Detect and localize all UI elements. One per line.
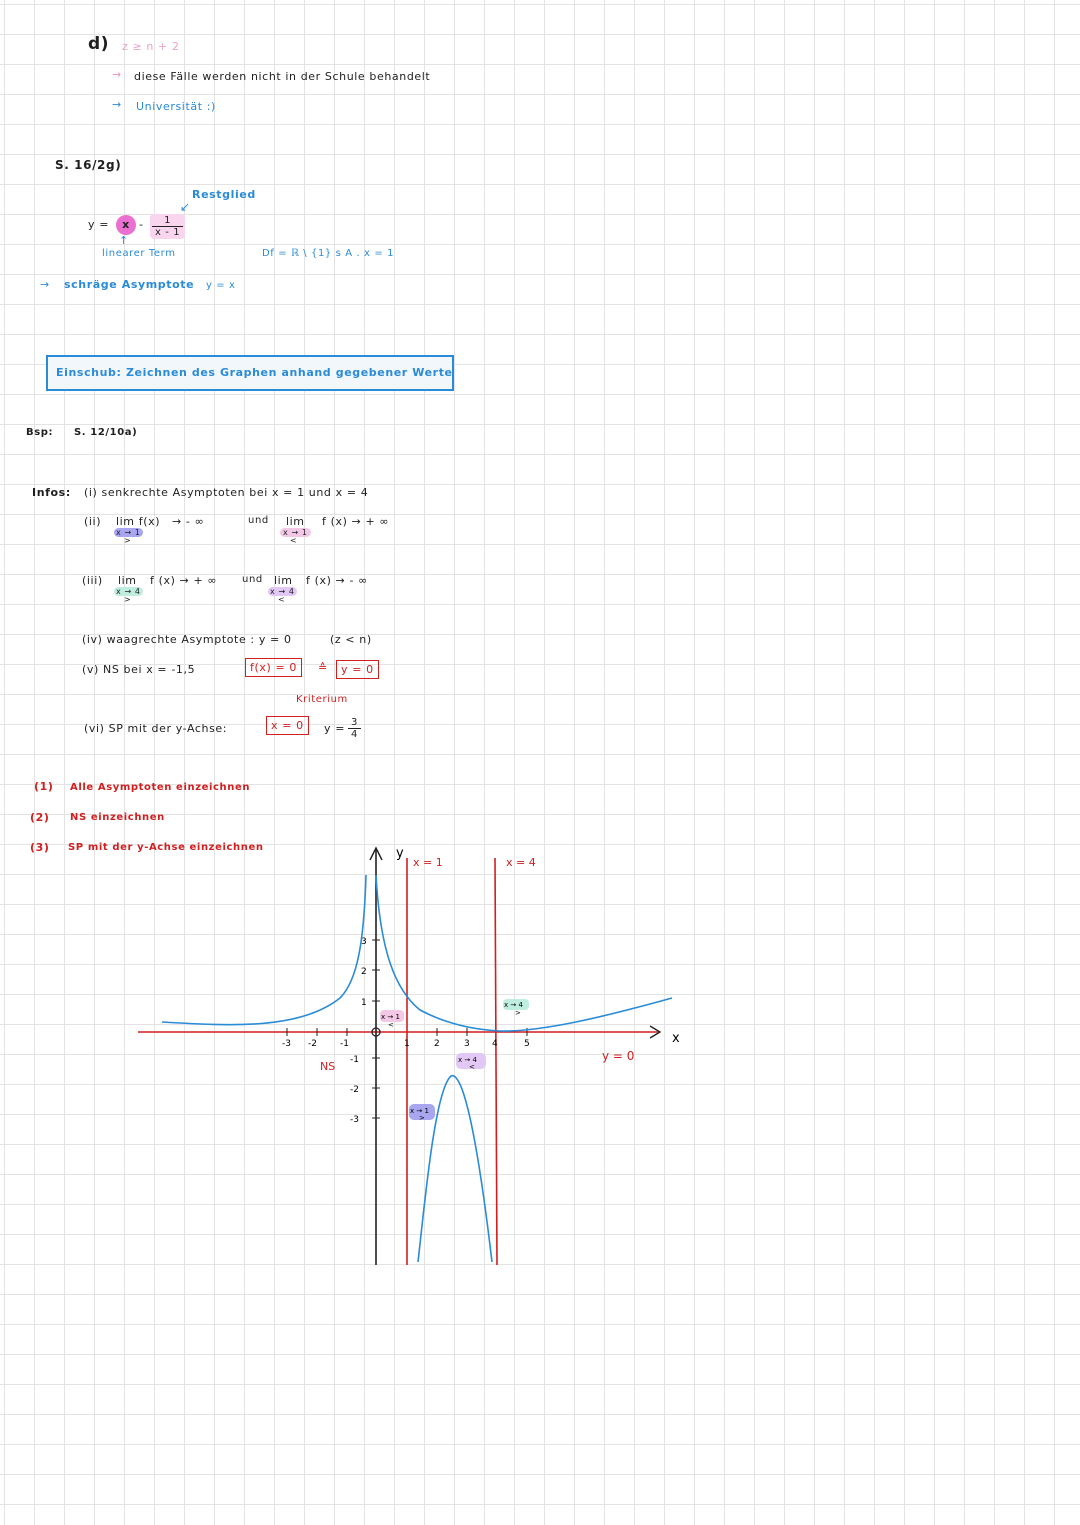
asymptote-eq: y = x	[206, 280, 236, 291]
info-vi-box: x = 0	[266, 716, 309, 735]
example-label: Bsp:	[26, 427, 54, 438]
info-v-box2: y = 0	[336, 660, 379, 679]
lim-tag: <	[388, 1021, 394, 1029]
step-num: (3)	[30, 841, 50, 854]
info-iii-res2: f (x) → - ∞	[306, 574, 368, 587]
infos-label: Infos:	[32, 486, 71, 499]
part-d-note1: diese Fälle werden nicht in der Schule behandelt	[134, 70, 431, 83]
y-axis-label: y	[396, 846, 404, 861]
eq-minus: -	[139, 218, 144, 231]
step-num: (2)	[30, 811, 50, 824]
lim-tag: >	[419, 1114, 425, 1122]
info-vi-fraction: $\frac{3}{4}$	[348, 717, 361, 740]
info-vi-y: y =	[324, 722, 346, 735]
info-v-eq: ≙	[318, 661, 328, 674]
asym2-label: x = 4	[506, 856, 536, 869]
info-iii-lim1: lim	[118, 574, 137, 587]
step-text: Alle Asymptoten einzeichnen	[70, 782, 251, 793]
info-ii-res2: f (x) → + ∞	[322, 515, 390, 528]
info-iii-und: und	[242, 574, 263, 585]
info-ii-sub1: x → 1	[116, 528, 141, 537]
x-axis-label: x	[672, 1031, 680, 1046]
arrow-icon: ↙	[180, 200, 191, 214]
x-tick-label: 1	[404, 1039, 410, 1049]
domain-text: Df = ℝ \ {1} s A . x = 1	[262, 248, 395, 259]
y-tick-label: -1	[350, 1055, 359, 1065]
curve-middle-branch	[418, 1076, 492, 1262]
y-tick-label: 3	[361, 937, 367, 947]
info-iii-res1: f (x) → + ∞	[150, 574, 218, 587]
restglied-label: Restglied	[192, 188, 256, 201]
x-tick-label: 5	[524, 1039, 530, 1049]
info-v: (v) NS bei x = -1,5	[82, 663, 196, 676]
info-ii-num: (ii)	[84, 515, 102, 528]
part-d-label: d)	[88, 34, 110, 54]
arrow-up-icon: ↑	[119, 234, 129, 247]
info-iv-cond: (z < n)	[330, 633, 372, 646]
asymptote-x4	[495, 858, 497, 1265]
part-d-condition: z ≥ n + 2	[122, 40, 180, 53]
task-2g-ref: S. 16/2g)	[55, 158, 122, 172]
info-ii-lim1: lim f(x)	[116, 515, 161, 528]
y-tick-label: 1	[361, 998, 367, 1008]
y-tick-label: 2	[361, 967, 367, 977]
einschub-text: Einschub: Zeichnen des Graphen anhand gegebener Werte	[56, 366, 453, 379]
curve-left-branch	[162, 875, 366, 1025]
hasym-label: y = 0	[602, 1049, 635, 1063]
eq-fraction: $\frac{1}{x - 1}$	[150, 214, 185, 239]
arrow-icon: →	[112, 68, 122, 81]
y-tick-label: -3	[350, 1115, 359, 1125]
info-ii-und: und	[248, 515, 269, 526]
step-text: NS einzeichnen	[70, 812, 165, 823]
info-iii-num: (iii)	[82, 574, 103, 587]
x-tick-label: 2	[434, 1039, 440, 1049]
x-tick-label: -1	[340, 1039, 349, 1049]
eq-x-circle: x	[116, 215, 136, 235]
info-iii-sub1b: >	[124, 595, 132, 604]
lim-tag: >	[515, 1009, 521, 1017]
info-ii-sub2b: <	[290, 536, 298, 545]
ns-label: NS	[320, 1060, 336, 1073]
info-vi: (vi) SP mit der y-Achse:	[84, 722, 228, 735]
arrow-icon: →	[112, 98, 122, 111]
linear-term-label: linearer Term	[102, 248, 176, 259]
x-tick-label: 3	[464, 1039, 470, 1049]
arrow-icon: →	[40, 278, 50, 291]
kriterium-label: Kriterium	[296, 694, 348, 705]
info-iii-sub2b: <	[278, 595, 286, 604]
lim-tag: <	[469, 1063, 475, 1071]
lim-tag: x → 4	[458, 1056, 477, 1064]
x-tick-label: -2	[308, 1039, 317, 1049]
part-d-note2: Universität :)	[136, 100, 216, 113]
info-iv: (iv) waagrechte Asymptote : y = 0	[82, 633, 292, 646]
info-ii-lim2: lim	[286, 515, 305, 528]
info-ii-sub2: x → 1	[280, 528, 311, 537]
lim-tag: x → 1	[381, 1013, 400, 1021]
info-i: (i) senkrechte Asymptoten bei x = 1 und x = 4	[84, 486, 369, 499]
info-iii-lim2: lim	[274, 574, 293, 587]
x-tick-label: 4	[492, 1039, 498, 1049]
asym1-label: x = 1	[413, 856, 443, 869]
info-ii-res1: → - ∞	[172, 515, 205, 528]
lim-tag: x → 1	[410, 1107, 429, 1115]
eq-y: y =	[88, 218, 110, 231]
info-ii-sub1b: >	[124, 536, 132, 545]
x-tick-label: -3	[282, 1039, 291, 1049]
info-v-box1: f(x) = 0	[245, 658, 302, 677]
example-ref: S. 12/10a)	[74, 427, 138, 438]
info-iii-sub1: x → 4	[116, 587, 141, 596]
y-tick-label: -2	[350, 1085, 359, 1095]
step-num: (1)	[34, 780, 54, 793]
step-text: SP mit der y-Achse einzeichnen	[68, 842, 264, 853]
lim-tag: x → 4	[504, 1001, 523, 1009]
info-iii-sub2: x → 4	[270, 587, 295, 596]
asymptote-text: schräge Asymptote	[64, 278, 195, 291]
